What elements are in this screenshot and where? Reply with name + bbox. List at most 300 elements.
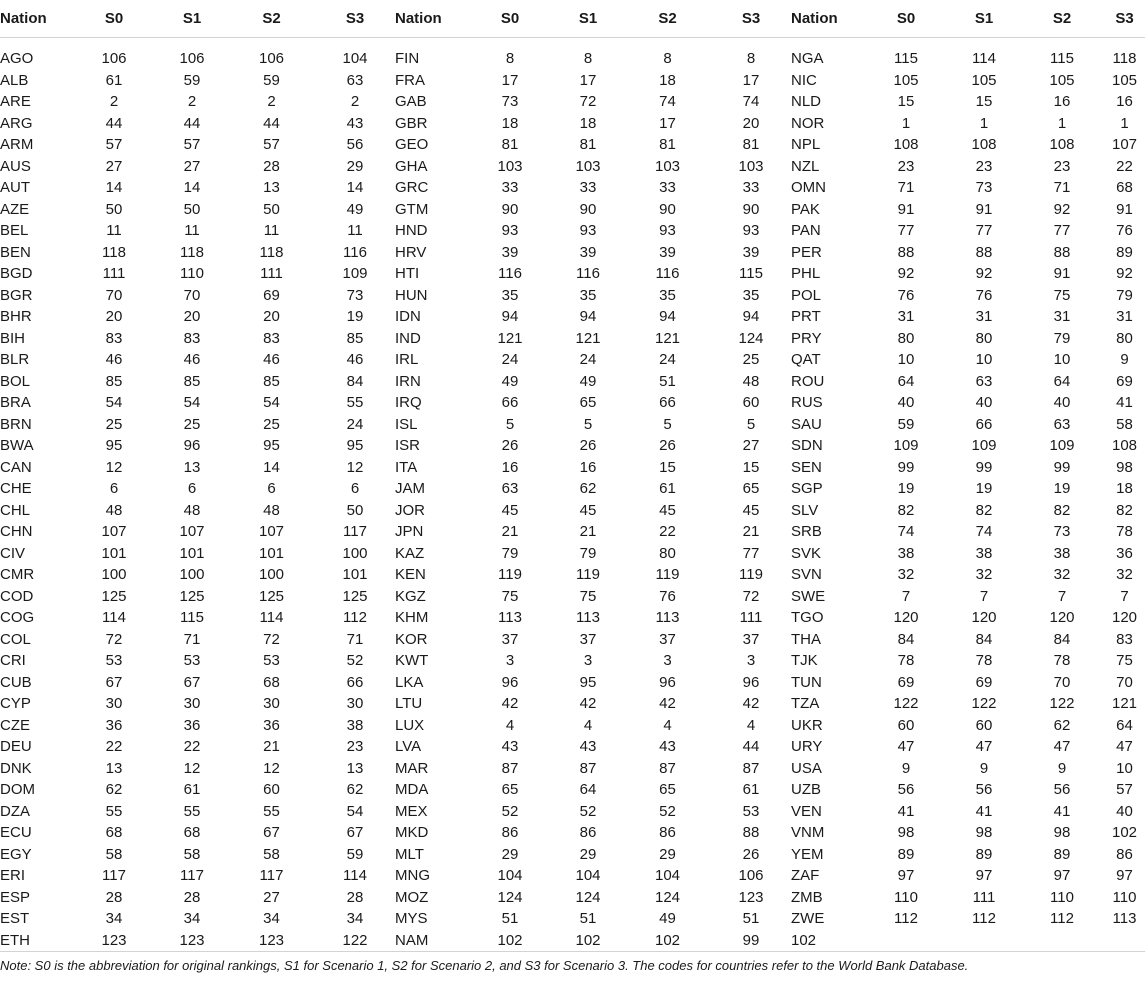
rank-cell: 10 [975,351,993,368]
nation-cell: CHE [0,480,32,497]
nation-cell: GHA [395,157,428,175]
rank-cell: 92 [1053,200,1071,218]
nation-cell: CRI [0,652,26,669]
rank-cell: 42 [659,695,676,712]
rank-cell: 48 [742,372,760,390]
rank-cell: 30 [105,695,123,712]
rank-cell: 56 [897,781,915,798]
rank-cell: 123 [738,888,764,906]
rank-cell: 83 [105,329,123,347]
nation-cell: SDN [791,437,823,454]
rank-cell: 31 [1053,308,1071,325]
rank-cell: 16 [579,458,597,476]
rank-cell: 41 [1116,394,1133,411]
nation-cell: FRA [395,71,425,89]
rank-cell: 14 [263,458,280,476]
rank-cell: 48 [105,501,123,519]
rank-cell: 9 [1057,759,1067,777]
nation-cell: ZWE [791,910,825,927]
rank-cell: 77 [897,222,915,239]
rank-cell: 125 [179,587,205,605]
rank-cell: 6 [109,480,119,497]
rank-cell: 86 [1116,845,1133,863]
rank-cell: 66 [501,394,519,411]
rank-cell: 63 [346,71,364,89]
nation-cell: ARG [0,114,33,132]
table-row [0,478,1145,500]
rank-cell: 41 [897,802,915,820]
rank-cell: 25 [183,415,201,433]
rank-cell: 89 [1116,243,1133,261]
nation-cell: HND [395,222,428,239]
rank-cell: 85 [263,372,280,390]
rank-cell: 104 [497,867,523,884]
nation-cell: JOR [395,501,425,519]
rank-cell: 1 [1057,114,1067,132]
rank-cell: 64 [897,372,915,390]
rank-cell: 11 [106,222,122,239]
table-header-row [0,0,1145,38]
rank-cell: 81 [742,136,760,153]
rank-cell: 37 [501,630,519,648]
nation-cell: BEN [0,243,31,261]
rank-cell: 98 [1053,824,1071,841]
nation-cell: PRY [791,329,822,347]
rank-cell: 23 [897,157,915,175]
nation-cell: BEL [0,222,29,239]
rank-cell: 37 [659,630,676,648]
rank-cell: 20 [183,308,201,325]
rank-cell: 123 [156,930,228,952]
nation-cell: GTM [395,200,429,218]
rank-cell: 71 [1053,179,1071,196]
nation-cell: ISL [395,415,418,433]
rank-cell: 103 [497,157,523,175]
rank-cell: 111 [102,265,126,282]
nation-cell: CMR [0,566,35,583]
nation-cell: BGD [0,265,33,282]
rank-cell: 45 [742,501,760,519]
rank-cell: 45 [501,501,519,519]
nation-cell: GAB [395,93,427,110]
rank-cell: 97 [1116,867,1133,884]
rank-cell: 20 [742,114,760,132]
rank-cell: 2 [267,93,276,110]
rank-cell: 33 [659,179,676,196]
rank-cell: 27 [742,437,760,454]
rank-cell: 3 [583,652,593,669]
rank-cell: 111 [972,888,996,906]
nation-cell: GBR [395,114,428,132]
rank-cell: 76 [975,286,993,304]
rank-cell: 14 [183,179,201,196]
rank-cell: 86 [659,824,676,841]
rank-cell: 62 [105,781,123,798]
rank-cell: 59 [183,71,201,89]
rank-cell: 9 [979,759,989,777]
rank-cell: 11 [263,222,280,239]
rank-cell: 108 [1111,437,1138,454]
rank-cell: 81 [579,136,597,153]
rank-cell: 113 [498,609,522,626]
rank-cell: 107 [179,523,205,540]
rank-cell: 10 [897,351,915,368]
nation-cell: THA [791,630,821,648]
rank-cell: 74 [897,523,915,540]
rank-cell: 80 [659,544,676,562]
table-row [0,435,1145,457]
rank-cell: 46 [263,351,280,368]
rank-cell: 91 [975,200,993,218]
nation-cell: COL [0,630,31,648]
table-row [0,672,1145,694]
rank-cell: 112 [1050,910,1074,927]
rank-cell: 36 [1116,544,1133,562]
rank-cell: 14 [346,179,364,196]
rank-cell: 106 [101,50,127,67]
rank-cell: 54 [105,394,123,411]
rank-cell: 82 [897,501,915,519]
nation-cell: KAZ [395,544,425,562]
column-header-s0: S0 [72,0,156,38]
rank-cell: 29 [659,845,676,863]
rank-cell: 79 [1053,329,1071,347]
rank-cell: 98 [975,824,993,841]
nation-cell: KGZ [395,587,426,605]
rank-cell: 57 [263,136,280,153]
rank-cell: 48 [183,501,201,519]
rank-cell: 27 [183,157,201,175]
rank-cell: 35 [659,286,676,304]
rank-cell: 34 [263,910,280,927]
rank-cell: 11 [347,222,363,239]
nation-cell: AUT [0,179,30,196]
rank-cell: 110 [1112,888,1137,906]
column-header-s1: S1 [552,0,624,38]
rank-cell: 62 [1053,716,1071,734]
rank-cell: 63 [1053,415,1071,433]
rank-cell: 102 [1111,824,1138,841]
rank-cell: 4 [663,716,672,734]
rank-cell: 62 [579,480,597,497]
rank-cell: 97 [975,867,993,884]
rank-cell: 72 [263,630,280,648]
rank-cell: 84 [897,630,915,648]
table-row [0,908,1145,930]
rank-cell: 83 [183,329,201,347]
rank-cell: 100 [101,566,127,583]
rank-cell: 109 [342,265,368,282]
nation-cell: QAT [791,351,821,368]
rank-cell: 73 [975,179,993,196]
rank-cell: 104 [342,50,368,67]
rank-cell: 104 [654,867,681,884]
rank-cell: 32 [1053,566,1071,583]
table-row [0,865,1145,887]
rank-cell: 28 [346,888,364,906]
table-row [0,693,1145,715]
rank-cell: 101 [101,544,127,562]
rank-cell: 120 [971,609,997,626]
rank-cell: 66 [975,415,993,433]
nation-cell: SGP [791,480,823,497]
rank-cell: 59 [346,845,364,863]
nation-cell: MYS [395,910,428,927]
rank-cell: 95 [263,437,280,454]
nation-cell: AZE [0,200,30,218]
table-row [0,349,1145,371]
rank-cell: 39 [742,243,760,261]
rank-cell: 90 [501,200,519,218]
rank-cell: 67 [263,824,280,841]
rank-cell: 89 [975,845,993,863]
nation-cell: YEM [791,845,824,863]
rank-cell: 71 [897,179,915,196]
table-row [0,650,1145,672]
rank-cell: 45 [579,501,597,519]
rank-cell: 76 [1116,222,1133,239]
table-row [0,500,1145,522]
rank-cell: 109 [893,437,919,454]
rank-cell: 2 [187,93,197,110]
rank-cell: 121 [1111,695,1138,712]
rank-cell: 40 [1116,802,1133,820]
rank-cell: 18 [1116,480,1133,497]
rank-cell: 12 [183,759,201,777]
rank-cell: 84 [1053,630,1071,648]
nation-cell: OMN [791,179,826,196]
rank-cell: 8 [505,50,515,67]
nation-cell: FIN [395,50,420,67]
rank-cell: 66 [659,394,676,411]
rank-cell: 82 [975,501,993,519]
rank-cell: 94 [501,308,519,325]
rank-cell: 58 [183,845,201,863]
nation-cell: TUN [791,673,822,691]
rank-cell: 83 [1116,630,1133,648]
rank-cell: 88 [1053,243,1071,261]
nation-cell: COD [0,587,34,605]
nation-cell: ESP [0,888,31,906]
rank-cell: 52 [346,652,364,669]
rank-cell: 88 [975,243,993,261]
rank-cell: 110 [1050,888,1074,906]
column-header-nation: Nation [395,0,468,38]
rank-cell: 123 [228,930,315,952]
rank-cell: 97 [1053,867,1071,884]
rank-cell: 93 [579,222,597,239]
rank-cell: 99 [975,458,993,476]
rank-cell: 69 [263,286,280,304]
rank-cell: 14 [105,179,123,196]
rank-cell: 78 [897,652,915,669]
rank-cell: 119 [576,566,600,583]
rank-cell: 91 [897,200,915,218]
rank-cell: 30 [183,695,201,712]
rank-cell: 56 [346,136,364,153]
rank-cell: 78 [975,652,993,669]
rank-cell: 52 [501,802,519,820]
rank-cell: 63 [501,480,519,497]
table-row [0,371,1145,393]
rank-cell: 101 [258,544,285,562]
nation-cell: VNM [791,824,825,841]
nation-cell: SAU [791,415,822,433]
rank-cell: 88 [897,243,915,261]
rank-cell: 64 [1053,372,1071,390]
table-row [0,199,1145,221]
rank-cell: 94 [579,308,597,325]
rank-cell: 17 [659,114,676,132]
nation-cell: BRN [0,415,32,433]
rank-cell: 117 [343,523,367,540]
rank-cell: 38 [346,716,364,734]
rank-cell: 19 [897,480,915,497]
rank-cell: 29 [346,157,364,175]
rank-cell: 17 [742,71,760,89]
rank-cell: 114 [102,609,126,626]
nation-cell: POL [791,286,822,304]
rank-cell: 31 [897,308,915,325]
rank-cell: 41 [975,802,993,820]
rank-cell: 112 [343,609,367,626]
rank-cell: 119 [655,566,680,583]
rank-cell: 7 [901,587,911,605]
nation-cell: ROU [791,372,825,390]
rank-cell: 2 [350,93,360,110]
rank-cell: 50 [105,200,123,218]
table-row [0,156,1145,178]
rank-cell: 16 [501,458,519,476]
rank-cell: 59 [263,71,280,89]
rank-cell: 3 [663,652,672,669]
rank-cell: 2 [109,93,119,110]
rank-cell: 99 [897,458,915,476]
nation-cell: NZL [791,157,820,175]
nation-cell: USA [791,759,822,777]
rank-cell: 55 [105,802,123,820]
nation-cell: UZB [791,781,821,798]
rank-cell: 40 [975,394,993,411]
rank-cell: 53 [263,652,280,669]
rank-cell: 67 [183,673,201,691]
rank-cell: 31 [1116,308,1133,325]
rank-cell: 34 [346,910,364,927]
rank-cell: 1 [979,114,989,132]
rank-cell: 99 [711,930,791,952]
rank-cell: 41 [1053,802,1071,820]
rank-cell: 59 [897,415,915,433]
column-header-s2: S2 [1020,0,1104,38]
rank-cell: 49 [579,372,597,390]
rank-cell: 90 [742,200,760,218]
table-row [0,779,1145,801]
nation-cell: ALB [0,71,29,89]
nation-cell: NIC [791,71,817,89]
rank-cell: 46 [346,351,364,368]
rank-cell: 113 [655,609,680,626]
rank-cell: 89 [897,845,915,863]
nation-cell: SVN [791,566,822,583]
rank-cell: 36 [105,716,123,734]
rank-cell: 10 [1116,759,1133,777]
rank-cell: 69 [975,673,993,691]
rank-cell: 47 [1116,738,1133,755]
nation-cell: UKR [791,716,823,734]
rank-cell: 17 [579,71,597,89]
rank-cell: 96 [659,673,676,691]
table-row [0,113,1145,135]
rank-cell: 33 [579,179,597,196]
rank-cell [1020,930,1104,952]
rank-cell: 71 [183,630,201,648]
rank-cell: 121 [575,329,601,347]
rank-cell: 13 [263,179,280,196]
rank-cell: 104 [575,867,601,884]
rank-cell: 37 [579,630,597,648]
rank-cell: 95 [346,437,364,454]
rank-cell: 62 [346,781,364,798]
nation-cell: IND [395,329,421,347]
rank-cell: 53 [742,802,760,820]
rank-cell: 70 [105,286,123,304]
rank-cell: 90 [659,200,676,218]
rank-cell: 106 [258,50,285,67]
rank-cell: 118 [1112,50,1137,67]
table-row [0,586,1145,608]
nation-cell: JPN [395,523,424,540]
nation-cell: CUB [0,673,32,691]
column-header-nation: Nation [0,0,72,38]
rank-cell: 21 [742,523,760,540]
rank-cell: 43 [659,738,676,755]
rank-cell: 30 [346,695,364,712]
column-header-s2: S2 [624,0,711,38]
rank-cell: 26 [659,437,676,454]
nation-cell: MNG [395,867,430,884]
rank-cell: 43 [579,738,597,755]
rank-cell: 61 [742,781,760,798]
rank-cell: 96 [183,437,201,454]
rank-cell: 44 [742,738,760,755]
rank-cell: 86 [579,824,597,841]
rank-cell: 21 [263,738,280,755]
rank-cell: 15 [897,93,915,110]
nation-cell: HUN [395,286,428,304]
rank-cell: 74 [659,93,676,110]
nation-cell: NOR [791,114,825,132]
rank-cell: 88 [742,824,760,841]
rank-cell: 71 [346,630,364,648]
rank-cell: 4 [583,716,593,734]
rank-cell: 75 [501,587,519,605]
nation-cell: IRN [395,372,421,390]
rank-cell: 115 [1050,50,1074,67]
rank-cell: 79 [1116,286,1133,304]
table-note: Note: S0 is the abbreviation for original rankings, S1 for Scenario 1, S2 for Scenario 2, and S3 for Scenario 3. The codes for countries refer to the World Bank Database. [0,958,969,973]
rank-cell: 42 [742,695,760,712]
rank-cell: 122 [315,930,395,952]
nation-cell: PRT [791,308,821,325]
rank-cell: 96 [742,673,760,691]
rank-cell: 8 [583,50,593,67]
rank-cell: 85 [183,372,201,390]
rank-cell: 18 [501,114,519,132]
rank-cell: 100 [258,566,285,583]
rank-cell: 56 [975,781,993,798]
table-row [0,930,1145,952]
column-header-s2: S2 [228,0,315,38]
